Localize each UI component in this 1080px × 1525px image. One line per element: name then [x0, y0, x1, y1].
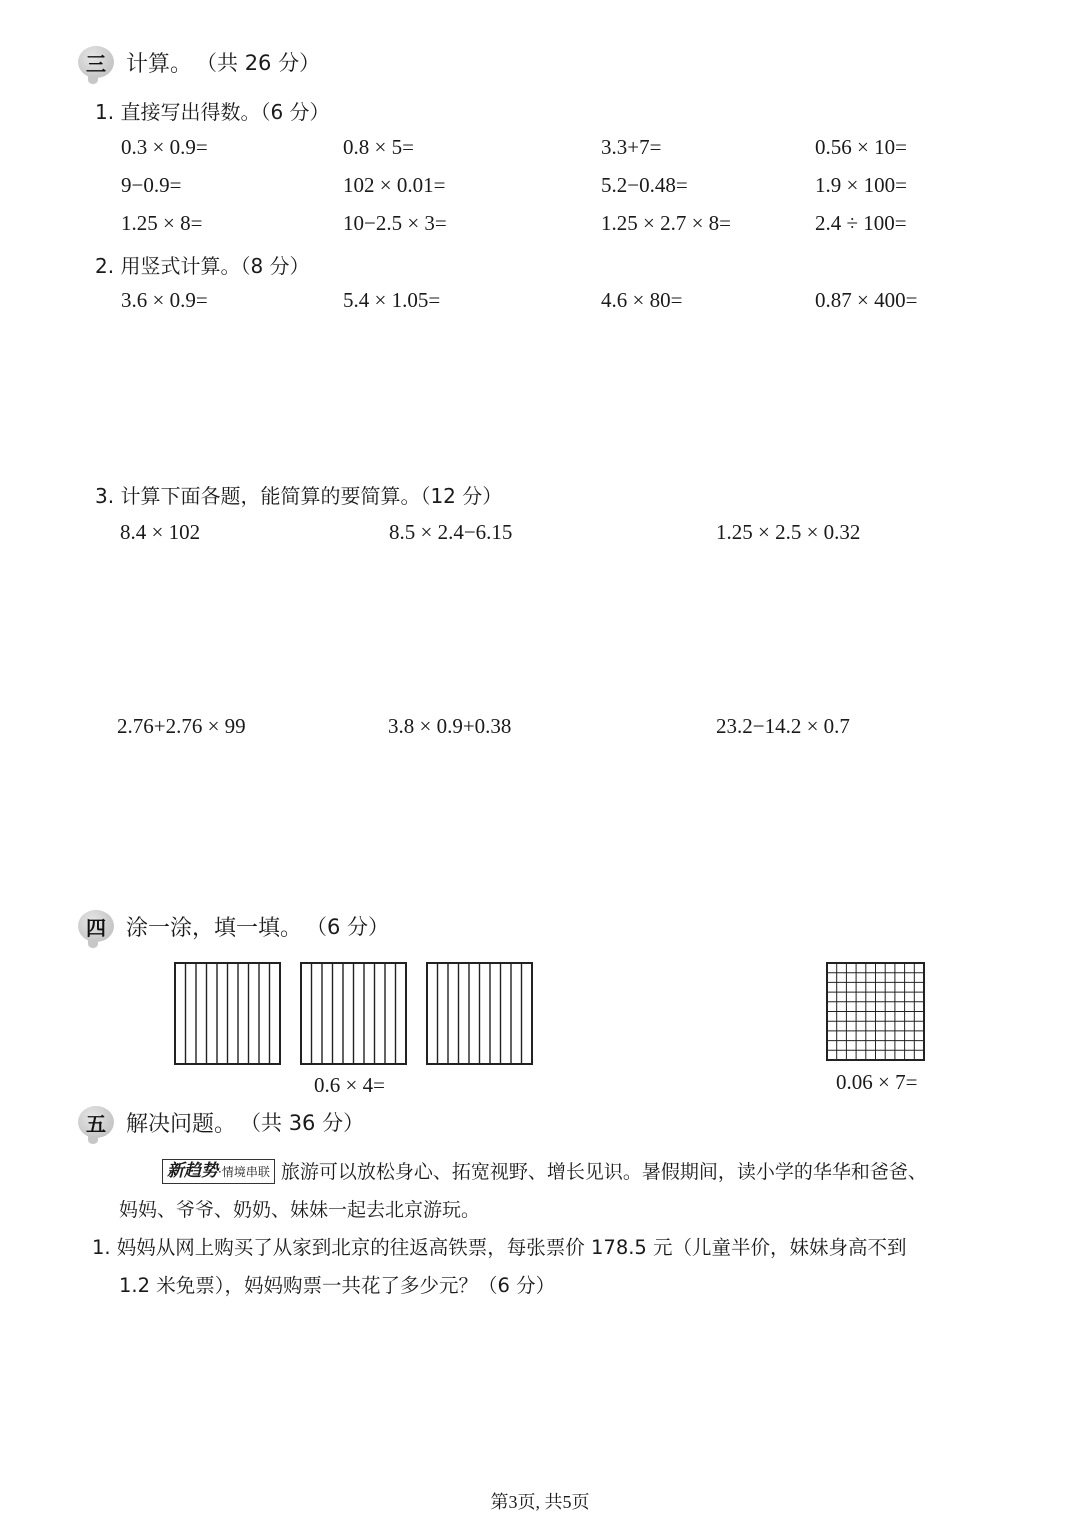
- hundredths-grid[interactable]: [826, 962, 926, 1062]
- q1-item: 3.3+7=: [601, 135, 662, 159]
- section-4-title: 涂一涂，填一填。: [126, 915, 303, 941]
- page-footer: 第3页, 共5页: [490, 1492, 590, 1512]
- q3-item: 8.4 × 102: [120, 520, 201, 544]
- section-5-badge: 五: [78, 1106, 114, 1138]
- q3-title: 3. 计算下面各题，能简算的要简算。（12 分）: [95, 484, 503, 508]
- q1-item: 5.2−0.48=: [601, 173, 688, 197]
- intro-line-1: [162, 1153, 1042, 1191]
- section-5-title: 解决问题。: [126, 1111, 237, 1137]
- q3-item: 23.2−14.2 × 0.7: [716, 714, 850, 738]
- section-3-badge: 三: [78, 46, 114, 78]
- q1-item: 0.3 × 0.9=: [121, 135, 208, 159]
- tenths-grid-1[interactable]: [174, 962, 282, 1066]
- q3-item: 8.5 × 2.4−6.15: [389, 520, 513, 544]
- intro-text-1: 旅游可以放松身心、拓宽视野、增长见识。暑假期间，读小学的华华和爸爸、: [280, 1161, 927, 1183]
- section-5-header: [78, 1102, 364, 1142]
- q5-1-line-1: 1. 妈妈从网上购买了从家到北京的往返高铁票，每张票价 178.5 元（儿童半价，妹妹身高不到: [92, 1236, 907, 1259]
- q2-item: 5.4 × 1.05=: [343, 288, 441, 312]
- q1-item: 1.9 × 100=: [815, 173, 907, 197]
- q1-item: 102 × 0.01=: [343, 173, 446, 197]
- q2-item: 4.6 × 80=: [601, 288, 683, 312]
- section-3-score: （共 26 分）: [196, 51, 321, 75]
- grid-expr-left: 0.6 × 4=: [314, 1073, 385, 1097]
- section-3-header: [78, 42, 320, 82]
- q5-1-line-2: 1.2 米免票），妈妈购票一共花了多少元？（6 分）: [119, 1274, 556, 1297]
- tenths-grid-3[interactable]: [426, 962, 534, 1066]
- q2-item: 0.87 × 400=: [815, 288, 918, 312]
- tenths-grid-2[interactable]: [300, 962, 408, 1066]
- section-4-badge: 四: [78, 910, 114, 942]
- q3-item: 3.8 × 0.9+0.38: [388, 714, 512, 738]
- intro-line-2: 妈妈、爷爷、奶奶、妹妹一起去北京游玩。: [119, 1199, 481, 1221]
- q3-item: 1.25 × 2.5 × 0.32: [716, 520, 861, 544]
- trend-tag-main: 新趋势: [167, 1161, 218, 1181]
- q3-item: 2.76+2.76 × 99: [117, 714, 246, 738]
- q1-title: 1. 直接写出得数。（6 分）: [95, 100, 330, 124]
- q2-title: 2. 用竖式计算。（8 分）: [95, 254, 310, 278]
- grid-expr-right: 0.06 × 7=: [836, 1070, 918, 1094]
- q2-item: 3.6 × 0.9=: [121, 288, 208, 312]
- q1-item: 2.4 ÷ 100=: [815, 211, 907, 235]
- trend-tag: [162, 1159, 275, 1184]
- q1-item: 0.56 × 10=: [815, 135, 907, 159]
- q1-item: 1.25 × 8=: [121, 211, 203, 235]
- q1-item: 0.8 × 5=: [343, 135, 414, 159]
- q1-item: 9−0.9=: [121, 173, 182, 197]
- trend-tag-sub: ·情境串联: [218, 1165, 270, 1179]
- section-3-title: 计算。: [126, 51, 193, 77]
- q1-item: 10−2.5 × 3=: [343, 211, 447, 235]
- q1-item: 1.25 × 2.7 × 8=: [601, 211, 732, 235]
- section-4-score: （6 分）: [306, 915, 390, 939]
- section-4-header: [78, 906, 389, 946]
- section-5-score: （共 36 分）: [240, 1111, 365, 1135]
